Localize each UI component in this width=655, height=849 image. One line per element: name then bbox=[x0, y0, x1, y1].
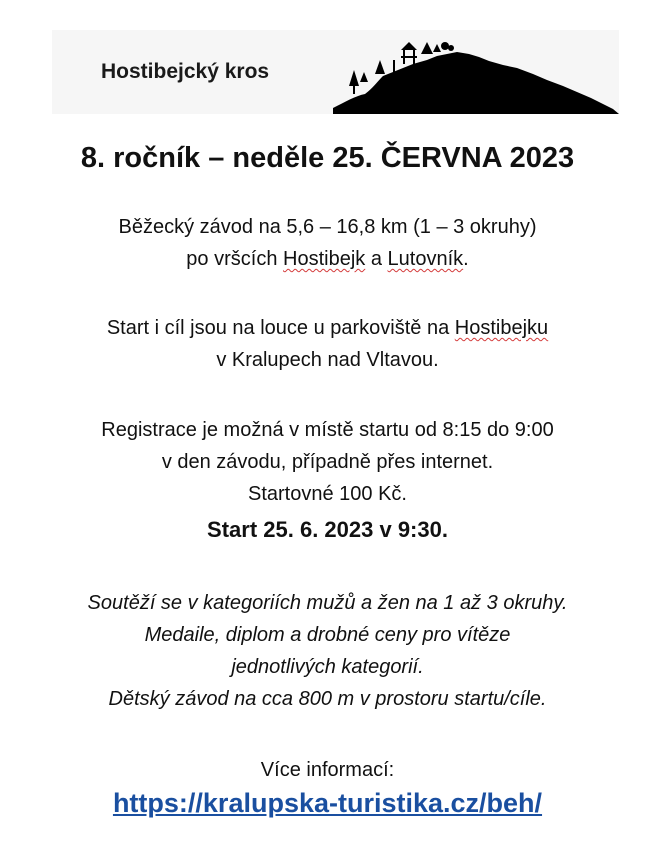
categories-line-1: Soutěží se v kategoriích mužů a žen na 1 až 3 okruhy. bbox=[87, 592, 568, 614]
banner-title: Hostibejcký kros bbox=[101, 60, 270, 83]
location-paragraph bbox=[0, 312, 655, 376]
intro-line-2-mid: a bbox=[365, 248, 388, 270]
place-hostibejku: Hostibejku bbox=[454, 317, 549, 339]
event-website-link[interactable]: https://kralupska-turistika.cz/beh/ bbox=[112, 788, 543, 818]
hill-silhouette-icon bbox=[333, 30, 619, 114]
entry-fee: Startovné 100 Kč. bbox=[248, 483, 407, 505]
header-banner bbox=[52, 30, 619, 114]
intro-line-2-suffix: . bbox=[463, 248, 469, 270]
categories-line-2: Medaile, diplom a drobné ceny pro vítěze bbox=[144, 624, 511, 646]
start-time: Start 25. 6. 2023 v 9:30. bbox=[207, 517, 448, 542]
intro-paragraph bbox=[0, 211, 655, 275]
more-info-label: Více informací: bbox=[260, 759, 395, 781]
place-hostibejk: Hostibejk bbox=[283, 248, 366, 270]
intro-line-1: Běžecký závod na 5,6 – 16,8 km (1 – 3 okruhy) bbox=[118, 216, 537, 238]
categories-paragraph bbox=[0, 587, 655, 715]
categories-line-3: jednotlivých kategorií. bbox=[231, 656, 424, 678]
location-line-1 bbox=[0, 312, 655, 344]
categories-line-4: Dětský závod na cca 800 m v prostoru startu/cíle. bbox=[108, 688, 547, 710]
place-lutovnik: Lutovník bbox=[387, 248, 464, 270]
location-line-2: v Kralupech nad Vltavou. bbox=[216, 349, 439, 371]
registration-paragraph bbox=[0, 414, 655, 546]
event-headline: 8. ročník – neděle 25. ČERVNA 2023 bbox=[80, 142, 575, 174]
location-line-1-prefix: Start i cíl jsou na louce u parkoviště na bbox=[106, 317, 455, 339]
registration-line-2: v den závodu, případně přes internet. bbox=[161, 451, 494, 473]
intro-line-2-prefix: po vršcích bbox=[186, 248, 283, 270]
registration-line-1: Registrace je možná v místě startu od 8:15 do 9:00 bbox=[101, 419, 554, 441]
intro-line-2 bbox=[0, 243, 655, 275]
